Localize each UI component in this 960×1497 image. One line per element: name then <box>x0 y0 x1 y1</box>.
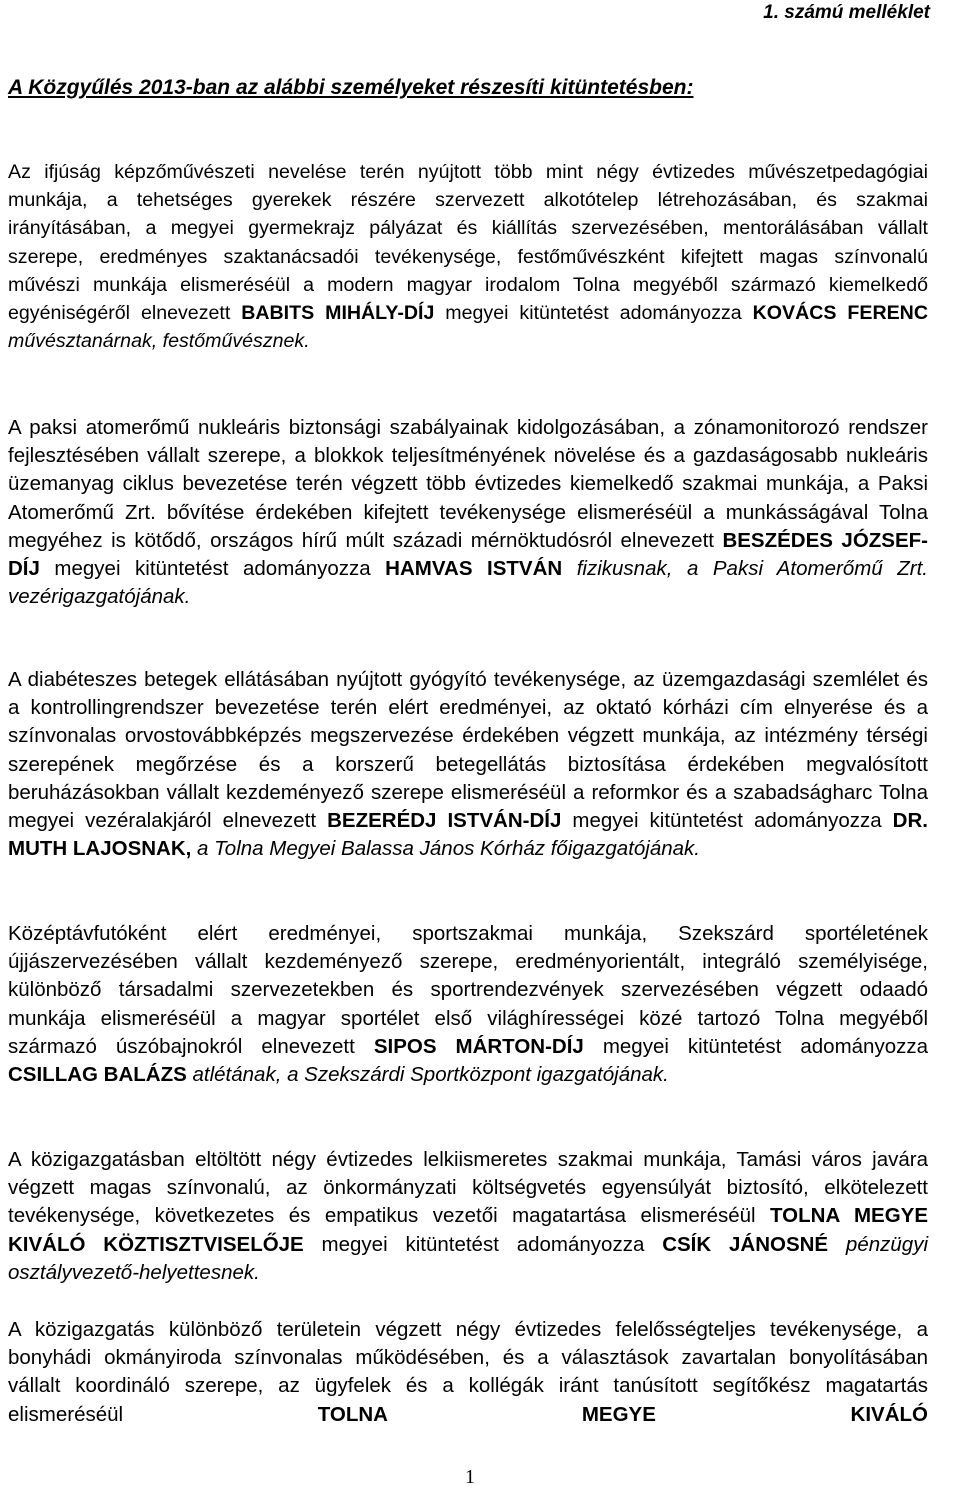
paragraph-continued-award <box>8 1316 928 1429</box>
award-name: SIPOS MÁRTON-DÍJ <box>373 1034 584 1058</box>
recipient-role: fizikusnak, a Paksi Atomerőmű Zrt. vezérigazgatójának. <box>8 557 928 609</box>
recipient-role: a Tolna Megyei Balassa János Kórház főigazgatójának. <box>191 837 701 861</box>
paragraph-sipos-award <box>8 920 928 1089</box>
award-name: TOLNA MEGYE KIVÁLÓ <box>317 1402 928 1426</box>
recipient-role: atlétának, a Szekszárdi Sportközpont igazgatójának. <box>186 1063 669 1087</box>
paragraph-mid: megyei kitüntetést adományozza <box>583 1034 928 1058</box>
paragraph-text: A paksi atomerőmű nukleáris biztonsági szabályainak kidolgozásában, a zónamonitorozó rendszer fejlesztésében vállalt szerepe, a blokkok teljesítményének növelése és a gazdaságosabb nukleáris üzemanyag ciklus bevezetése terén végzett több évtizedes kiemelkedő szakmai munkája, a Paksi Atomerőmű Zrt. bővítése érdekében kifejtett tevékenysége elismeréséül a munkásságával Tolna megyéhez is kötődő, országos hírű múlt századi mérnöktudósról elnevezett <box>8 416 928 552</box>
paragraph-koztisztviselo-award <box>8 1146 928 1287</box>
paragraph-mid: megyei kitüntetést adományozza <box>303 1232 663 1256</box>
paragraph-text: A diabéteszes betegek ellátásában nyújtott gyógyító tevékenysége, az üzemgazdasági szemlélet és a kontrollingrendszer bevezetése terén elért eredményei, az oktató kórházi cím elnyerése és a színvonalas orvostovábbképzés megszervezése érdekében végzett munkája, az intézmény térségi szerepének megőrzése és a korszerű betegellátás biztosítása érdekében megvalósított beruházásokban vállalt kezdeményező szerepe elismeréséül a reformkor és a szabadságharc Tolna megyei vezéralakjáról elnevezett <box>8 668 928 833</box>
recipient-name: CSÍK JÁNOSNÉ <box>662 1232 829 1256</box>
recipient-name: KOVÁCS FERENC <box>752 302 928 325</box>
document-heading: A Közgyűlés 2013-ban az alábbi személyeket részesíti kitüntetésben: <box>8 76 694 99</box>
award-name: TOLNA MEGYE KIVÁLÓ KÖZTISZTVISELŐJE <box>8 1204 928 1256</box>
paragraph-text: A közigazgatásban eltöltött négy évtizedes lelkiismeretes szakmai munkája, Tamási város javára végzett magas színvonalú, az önkormányzati költségvetés egyensúlyát biztosító, elkötelezett tevékenysége, következetes és empatikus vezetői magatartása elismeréséül <box>8 1148 928 1228</box>
award-name: BEZERÉDJ ISTVÁN-DÍJ <box>327 809 562 833</box>
annex-label: 1. számú melléklet <box>763 2 930 23</box>
recipient-name: DR. MUTH LAJOSNAK, <box>8 809 928 861</box>
paragraph-text: Az ifjúság képzőművészeti nevelése terén nyújtott több mint négy évtizedes művészetpedagógiai munkája, a tehetséges gyerekek részére szervezett alkotótelep létrehozásában, és szakmai irányításában, a megyei gyermekrajz pályázat és kiállítás szervezésében, mentorálásában vállalt szerepe, eredményes szaktanácsadói tevékenysége, festőművészként kifejtett magas színvonalú művészi munkája elismeréséül a modern magyar irodalom Tolna megyéből származó kiemelkedő egyéniségéről elnevezett <box>8 161 928 325</box>
paragraph-beszedes-award <box>8 414 928 611</box>
paragraph-mid: megyei kitüntetést adományozza <box>39 557 386 581</box>
paragraph-mid: megyei kitüntetést adományozza <box>434 302 753 325</box>
recipient-role: művésztanárnak, festőművésznek. <box>8 330 310 353</box>
paragraph-text: Középtávfutóként elért eredményei, sportszakmai munkája, Szekszárd sportéletének újjászervezésében vállalt kezdeményező szerepe, eredményorientált, integráló személyisége, különböző társadalmi szervezetekben és sportrendezvények szervezésében végzett odaadó munkája elismeréséül a magyar sportélet első világhírességei közé tartozó Tolna megyéből származó úszóbajnokról elnevezett <box>8 922 928 1058</box>
paragraph-bezeredj-award <box>8 666 928 863</box>
award-name: BABITS MIHÁLY-DÍJ <box>241 302 435 325</box>
page-number: 1 <box>465 1466 475 1488</box>
recipient-name: HAMVAS ISTVÁN <box>385 557 563 581</box>
award-name: BESZÉDES JÓZSEF-DÍJ <box>8 528 928 581</box>
paragraph-mid: megyei kitüntetést adományozza <box>561 809 893 833</box>
paragraph-text: A közigazgatás különböző területein végzett négy évtizedes felelősségteljes tevékenysége, a bonyhádi okmányiroda színvonalas működésében, és a választások zavartalan bonyolításában vállalt koordináló szerepe, az ügyfelek és a kollégák iránt tanúsított segítőkész magatartás elismeréséül <box>8 1318 928 1426</box>
recipient-name: CSILLAG BALÁZS <box>8 1063 187 1087</box>
paragraph-babits-award <box>8 158 928 355</box>
recipient-role: pénzügyi osztályvezető-helyettesnek. <box>8 1232 928 1284</box>
